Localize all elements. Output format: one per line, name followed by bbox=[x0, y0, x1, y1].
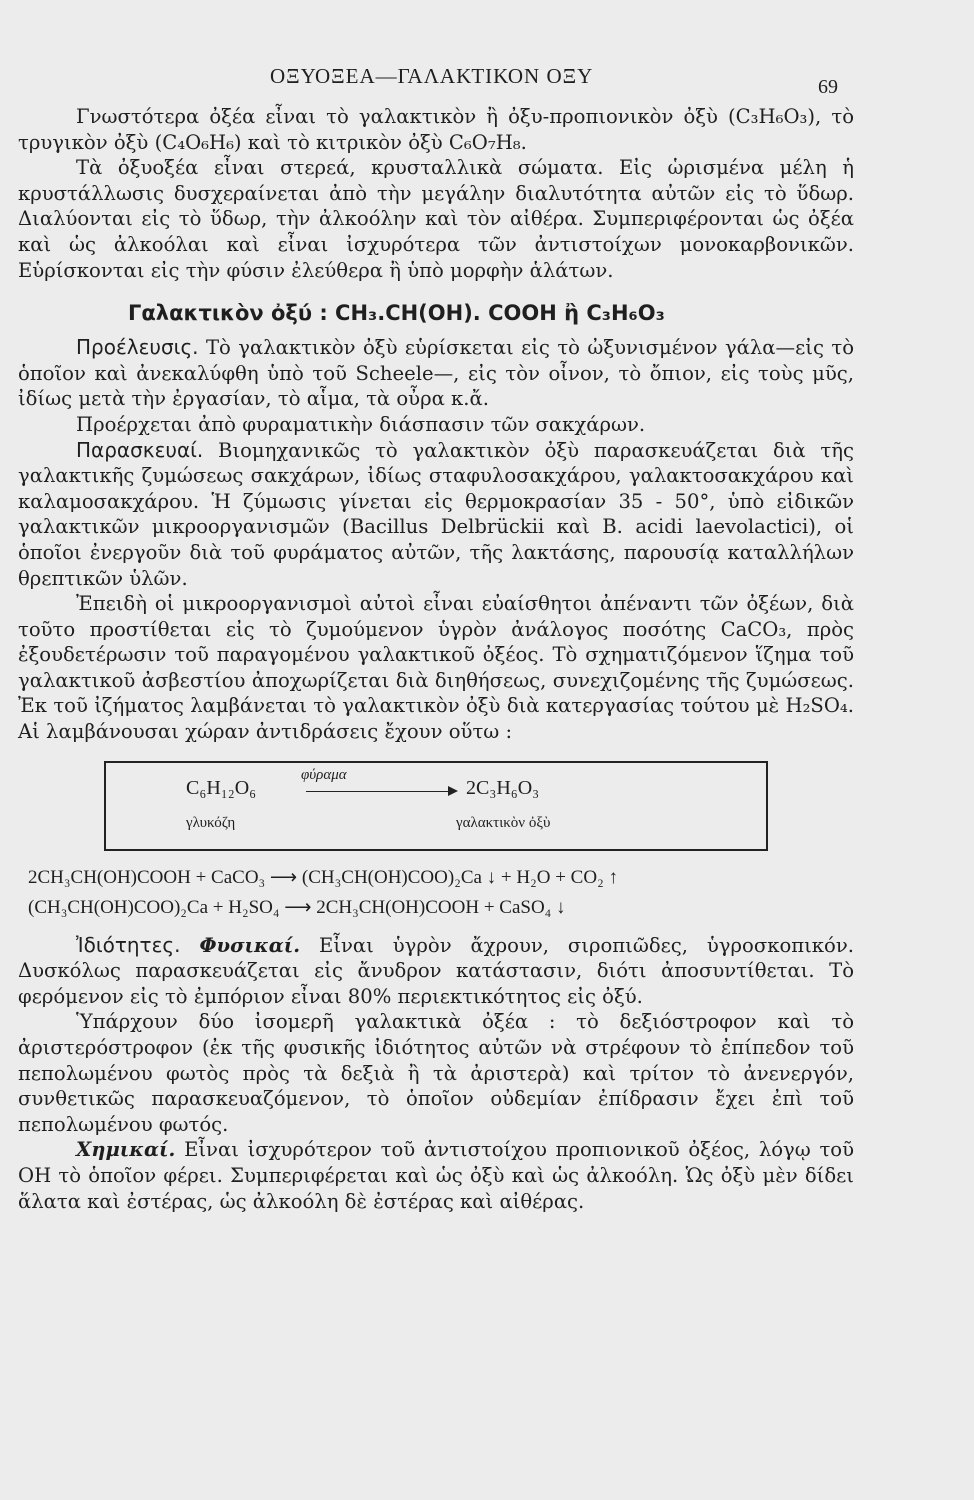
fermentation-reaction-box bbox=[104, 761, 768, 851]
properties-text: Εἶναι ὑγρὸν ἄχρουν, σιροπιῶδες, ὑγροσκοπικόν. Δυσκόλως παρασκευάζεται εἰς ἄνυδρον κατάστασιν, διότι ἀποσυντίθεται. Τὸ φερόμενον εἰς τὸ ἐμπόριον εἶναι 80% περιεκτικότητος εἰς ὀξύ. bbox=[18, 933, 854, 1008]
page-header bbox=[0, 62, 974, 98]
properties-lead: Ἰδιότητες. bbox=[76, 932, 181, 957]
physical-subhead: Φυσικαί. bbox=[199, 933, 301, 957]
equation-1: 2CH₃CH(OH)COOH + CaCO₃ ⟶ (CH₃CH(OH)COO)₂Ca ↓ + H₂O + CO₂ ↑ bbox=[28, 866, 618, 888]
chemical-subhead: Χημικαί. bbox=[76, 1138, 176, 1162]
isomers-paragraph: Ὑπάρχουν δύο ἰσομερῆ γαλακτικὰ ὀξέα : τὸ δεξιόστροφον καὶ τὸ ἀριστερόστροφον (ἐκ τῆς φυσικῆς ἰδιότητος αὐτῶν νὰ στρέφουν τὸ ἐπίπεδον τοῦ πεπολωμένου φωτὸς πρὸς τὰ δεξιὰ ἢ τὰ ἀριστερὰ) καὶ τρίτον τὸ ἀνενεργόν, συνθετικῶς παρασκευαζόμενον, τὸ ὁποῖον οὐδεμίαν ἐπίδρασιν ἔχει ἐπὶ τοῦ πεπολωμένου φωτός. bbox=[18, 1010, 854, 1136]
origin-text: Τὸ γαλακτικὸν ὀξὺ εὑρίσκεται εἰς τὸ ὠξυνισμένον γάλα—εἰς τὸ ὁποῖον καὶ ἀνεκαλύφθη ὑπὸ τοῦ Scheele—, εἰς τὸν οἶνον, τὸ ὄπιον, εἰς τοὺς μῦς, ἰδίως μετὰ τὴν ἐργασίαν, τὸ αἷμα, τὰ οὖρα κ.ἄ. bbox=[18, 336, 854, 411]
prep-paragraph bbox=[18, 438, 854, 592]
chemical-text: Εἶναι ἰσχυρότερον τοῦ ἀντιστοίχου προπιονικοῦ ὀξέος, λόγῳ τοῦ OH τὸ ὁποῖον φέρει. Συμπεριφέρεται καὶ ὡς ὀξὺ καὶ ὡς ἀλκοόλη. Ὡς ὀξὺ μὲν δίδει ἅλατα καὶ ἐστέρας, ὡς ἀλκοόλη δὲ ἐστέρας καὶ αἰθέρας. bbox=[18, 1138, 854, 1213]
reactant: C₆H₁₂O₆ bbox=[186, 776, 257, 799]
page-body bbox=[18, 104, 854, 1214]
equation-2: (CH₃CH(OH)COO)₂Ca + H₂SO₄ ⟶ 2CH₃CH(OH)COOH + CaSO₄ ↓ bbox=[28, 896, 566, 918]
catalyst-label: φύραμα bbox=[301, 766, 347, 783]
origin-lead: Προέλευσις. bbox=[76, 335, 199, 360]
intro-paragraph-2: Τὰ ὀξυοξέα εἶναι στερεά, κρυσταλλικὰ σώματα. Εἰς ὡρισμένα μέλη ἡ κρυστάλλωσις δυσχεραίνεται ἀπὸ τὴν μεγάλην διαλυτότητα αὐτῶν εἰς τὸ ὕδωρ. Διαλύονται εἰς τὸ ὕδωρ, τὴν ἀλκοόλην καὶ τὸν αἰθέρα. Συμπεριφέρονται ὡς ὀξέα καὶ ὡς ἀλκοόλαι καὶ εἶναι ἰσχυρότερα τῶν ἀντιστοίχων μονοκαρβονικῶν. Εὑρίσκονται εἰς τὴν φύσιν ἐλεύθερα ἢ ὑπὸ μορφὴν ἁλάτων. bbox=[18, 156, 854, 282]
product: 2C₃H₆O₃ bbox=[466, 776, 540, 799]
chemical-paragraph bbox=[18, 1137, 854, 1214]
reactant-label: γλυκόζη bbox=[186, 814, 236, 831]
page-number: 69 bbox=[818, 76, 838, 98]
product-label: γαλακτικὸν ὀξὺ bbox=[456, 814, 551, 831]
prep-text: Βιομηχανικῶς τὸ γαλακτικὸν ὀξὺ παρασκευάζεται διὰ τῆς γαλακτικῆς ζυμώσεως σακχάρων, ἰδίως σταφυλοσακχάρου, γαλακτοσακχάρου καὶ καλαμοσακχάρου. Ἡ ζύμωσις γίνεται εἰς θερμοκρασίαν 35 - 50°, ὑπὸ εἰδικῶν γαλακτικῶν μικροοργανισμῶν (Bacillus Delbrückii καὶ B. acidi laevolactici), οἱ ὁποῖοι ἐνεργοῦν διὰ τοῦ φυράματος αὐτῶν, τῆς λακτάσης, παρουσίᾳ καταλλήλων θρεπτικῶν ὑλῶν. bbox=[18, 438, 854, 590]
properties-paragraph bbox=[18, 933, 854, 1010]
origin-paragraph bbox=[18, 335, 854, 412]
prep-lead: Παρασκευαί. bbox=[76, 437, 204, 462]
reaction-arrow-icon bbox=[306, 791, 456, 792]
intro-paragraph-1: Γνωστότερα ὀξέα εἶναι τὸ γαλακτικὸν ἢ ὀξυ-προπιονικὸν ὀξὺ (C₃H₆O₃), τὸ τρυγικὸν ὀξὺ (C₄O₆H₆) καὶ τὸ κιτρικὸν ὀξὺ C₆O₇H₈. bbox=[18, 105, 854, 154]
prep-paragraph-2: Ἐπειδὴ οἱ μικροοργανισμοὶ αὐτοὶ εἶναι εὐαίσθητοι ἀπέναντι τῶν ὀξέων, διὰ τοῦτο προστίθεται εἰς τὸ ζυμούμενον ὑγρὸν ἀνάλογος ποσότης CaCO₃, πρὸς ἐξουδετέρωσιν τοῦ παραγομένου γαλακτικοῦ ὀξέος. Τὸ σχηματιζόμενον ἵζημα τοῦ γαλακτικοῦ ἀσβεστίου ἀποχωρίζεται διὰ διηθήσεως, συνεχιζομένης τῆς ζυμώσεως. Ἐκ τοῦ ἰζήματος λαμβάνεται τὸ γαλακτικὸν ὀξὺ διὰ κατεργασίας τούτου μὲ H₂SO₄. Αἱ λαμβάνουσαι χώραν ἀντιδράσεις ἔχουν οὕτω : bbox=[18, 592, 854, 744]
running-head: ΟΞΥΟΞΕΑ—ΓΑΛΑΚΤΙΚΟΝ ΟΞΥ bbox=[270, 64, 594, 88]
origin-paragraph-2: Προέρχεται ἀπὸ φυραματικὴν διάσπασιν τῶν σακχάρων. bbox=[76, 412, 646, 436]
section-heading: Γαλακτικὸν ὀξύ : CH₃.CH(OH). COOH ἢ C₃H₆O₃ bbox=[128, 301, 665, 326]
